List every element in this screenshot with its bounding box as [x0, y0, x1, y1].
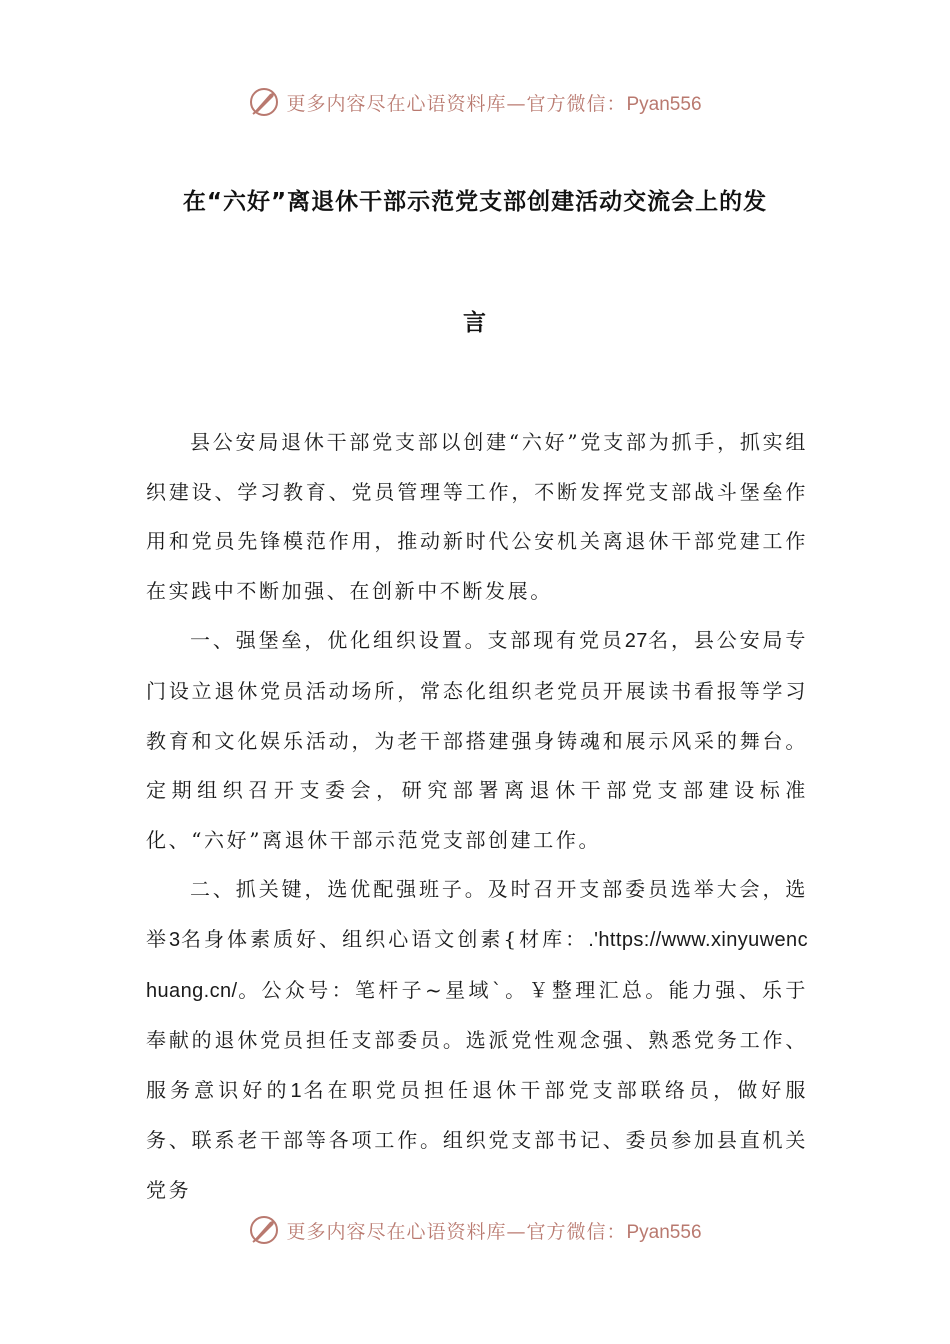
- quill-pen-logo-icon: [248, 1214, 280, 1246]
- paragraph-section-1: 一、强堡垒，优化组织设置。支部现有党员27名，县公安局专门设立退休党员活动场所，常态化组织老党员开展读书看报等学习教育和文化娱乐活动，为老干部搭建强身铸魂和展示风采的舞台。定期组织召开支委会，研究部署离退休干部党支部建设标准化、“六好”离退休干部示范党支部创建工作。: [146, 628, 809, 852]
- paragraph-intro: 县公安局退休干部党支部以创建“六好”党支部为抓手，抓实组织建设、学习教育、党员管理等工作，不断发挥党支部战斗堡垒作用和党员先锋模范作用，推动新时代公安机关离退休干部党建工作在实践中不断加强、在创新中不断发展。: [146, 430, 808, 603]
- wechat-id: Pyan556: [626, 93, 702, 115]
- wechat-id: Pyan556: [626, 1221, 702, 1243]
- document-body: [146, 418, 808, 1216]
- document-title: 在“六好”离退休干部示范党支部创建活动交流会上的发: [182, 189, 768, 215]
- quill-pen-logo-icon: [248, 86, 280, 118]
- banner-text: 更多内容尽在心语资料库—官方微信：Pyan556: [286, 92, 702, 115]
- paragraph-section-2: 二、抓关键，选优配强班子。及时召开支部委员选举大会，选举3名身体素质好、组织心语文创素{材库：.'https://www.xinyuwenchuang.cn/。公众号：笔杆子~星域`。￥整理汇总。能力强、乐于奉献的退休党员担任支部委员。选派党性观念强、熟悉党务工作、服务意识好的1名在职党员担任退休干部党支部联络员，做好服务、联系老干部等各项工作。组织党支部书记、委员参加县直机关党务: [146, 877, 808, 1202]
- document-title-continued: 言: [463, 310, 487, 336]
- source-url: .'https://www.xinyuwenchuang.cn/: [146, 928, 808, 1002]
- banner-text: 更多内容尽在心语资料库—官方微信：Pyan556: [286, 1220, 702, 1243]
- footer-banner: [0, 1208, 950, 1252]
- header-banner: [0, 80, 950, 124]
